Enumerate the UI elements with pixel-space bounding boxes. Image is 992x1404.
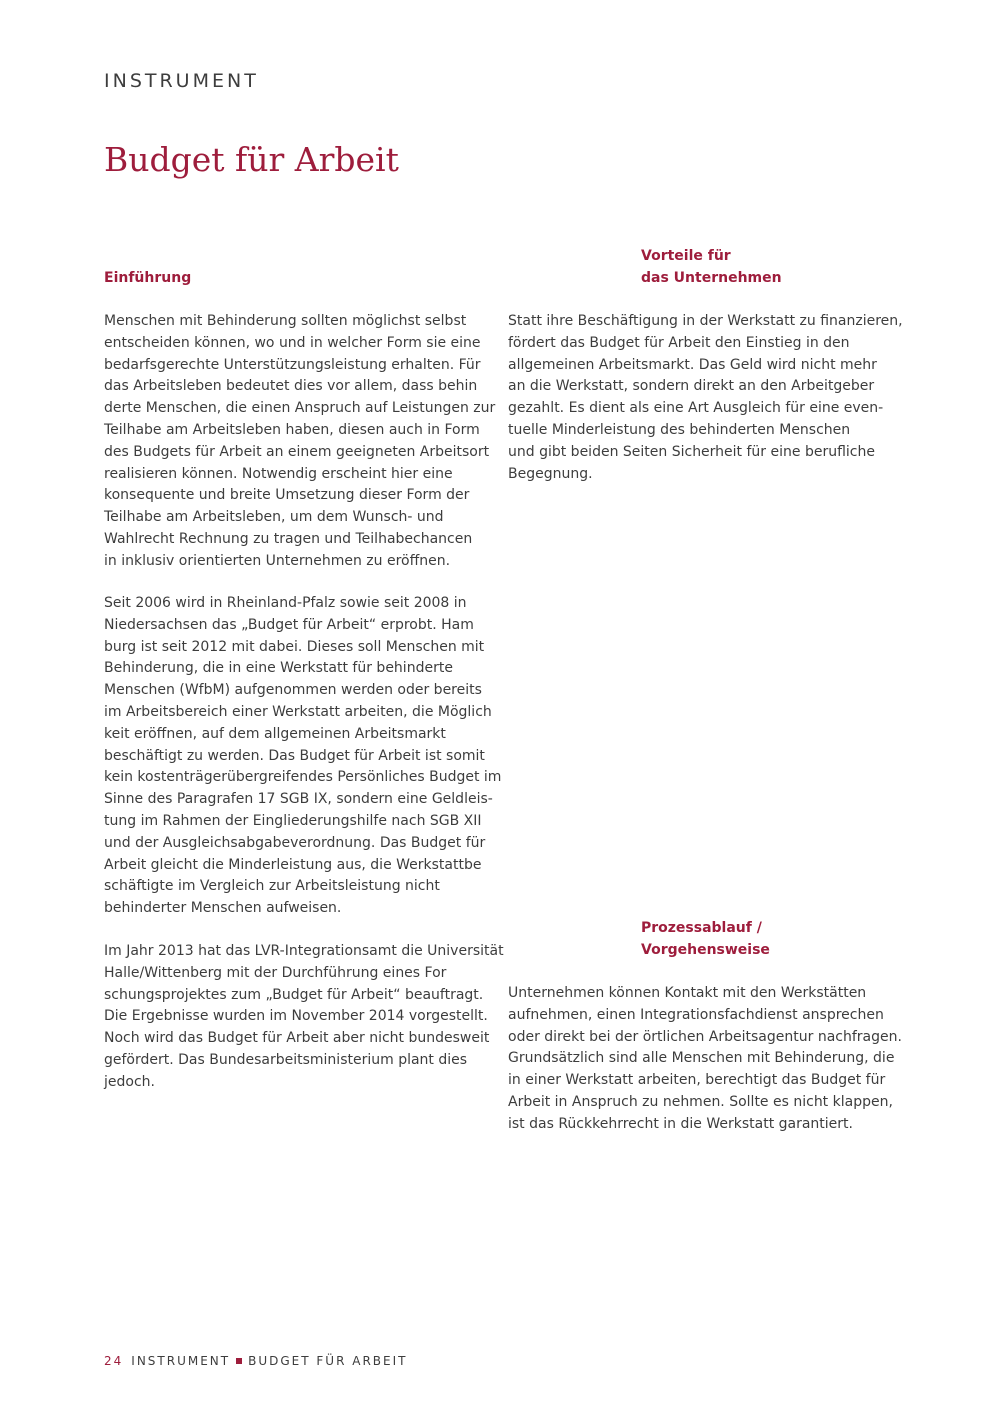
text-line: Menschen mit Behinderung sollten möglichst selbst [104, 313, 467, 329]
text-line: Grundsätzlich sind alle Menschen mit Behinderung, die [508, 1050, 895, 1067]
footer-topic: BUDGET FÜR ARBEIT [248, 1354, 408, 1368]
text-line: in inklusiv orientierten Unternehmen zu eröffnen. [104, 552, 451, 569]
text-line: Menschen (WfbM) aufgenommen werden oder bereits [104, 682, 482, 699]
text-line: burg ist seit 2012 mit dabei. Dieses soll Menschen mit [104, 638, 485, 655]
heading-einfuehrung: Einführung [104, 270, 192, 286]
text-line: Arbeit in Anspruch zu nehmen. Sollte es nicht klappen, [508, 1093, 893, 1110]
text-line: in einer Werkstatt arbeiten, berechtigt das Budget für [508, 1072, 886, 1089]
footer-section: INSTRUMENT [131, 1354, 231, 1368]
paragraph-prozess [508, 983, 902, 1136]
text-line: Halle/Wittenberg mit der Durchführung eines For [104, 964, 447, 981]
text-line: Unternehmen können Kontakt mit den Werkstätten [508, 985, 867, 1001]
text-line: behinderter Menschen aufweisen. [104, 900, 342, 917]
text-line: realisieren können. Notwendig erscheint hier eine [104, 465, 453, 482]
text-line: kein kostenträgerübergreifendes Persönliches Budget im [104, 769, 502, 786]
heading-vorteile-line-1: Vorteile für [641, 248, 731, 264]
text-line: des Budgets für Arbeit an einem geeigneten Arbeitsort [104, 443, 490, 460]
text-line: Teilhabe am Arbeitsleben, um dem Wunsch- und [104, 509, 444, 526]
section-kicker: INSTRUMENT [104, 70, 259, 92]
page-footer [104, 1354, 407, 1368]
text-line: entscheiden können, wo und in welcher Form sie eine [104, 334, 481, 351]
text-line: bedarfsgerechte Unterstützungsleistung erhalten. Für [104, 356, 481, 373]
heading-prozess-line-1: Prozessablauf / [641, 920, 762, 936]
text-line: Arbeit gleicht die Minderleistung aus, die Werkstattbe [104, 856, 482, 873]
text-line: schungsprojektes zum „Budget für Arbeit“ beauftragt. [104, 986, 484, 1003]
text-line: und gibt beiden Seiten Sicherheit für eine berufliche [508, 443, 875, 460]
text-line: allgemeinen Arbeitsmarkt. Das Geld wird nicht mehr [508, 356, 877, 373]
text-line: im Arbeitsbereich einer Werkstatt arbeiten, die Möglich [104, 703, 492, 720]
text-line: Niedersachsen das „Budget für Arbeit“ erprobt. Ham [104, 616, 474, 633]
text-line: konsequente und breite Umsetzung dieser Form der [104, 487, 470, 504]
text-line: keit eröffnen, auf dem allgemeinen Arbeitsmarkt [104, 725, 446, 742]
text-line: fördert das Budget für Arbeit den Einstieg in den [508, 334, 850, 351]
text-line: an die Werkstatt, sondern direkt an den Arbeitgeber [508, 378, 875, 395]
text-line: gefördert. Das Bundesarbeitsministerium plant dies [104, 1051, 468, 1068]
paragraph-einfuehrung-3 [104, 941, 504, 1094]
text-line: beschäftigt zu werden. Das Budget für Arbeit ist somit [104, 747, 485, 764]
page-title: Budget für Arbeit [104, 140, 399, 179]
text-line: das Arbeitsleben bedeutet dies vor allem, dass behin [104, 378, 478, 395]
text-line: Die Ergebnisse wurden im November 2014 vorgestellt. [104, 1008, 488, 1025]
text-line: Wahlrecht Rechnung zu tragen und Teilhabechancen [104, 530, 473, 547]
text-line: tuelle Minderleistung des behinderten Menschen [508, 421, 851, 438]
paragraph-einfuehrung-2 [104, 593, 501, 920]
text-line: gezahlt. Es dient als eine Art Ausgleich für eine even- [508, 400, 884, 417]
text-line: ist das Rückkehrrecht in die Werkstatt garantiert. [508, 1115, 853, 1132]
text-line: Seit 2006 wird in Rheinland-Pfalz sowie seit 2008 in [104, 595, 467, 611]
paragraph-einfuehrung-1 [104, 311, 495, 573]
page-number: 24 [104, 1354, 124, 1368]
text-line: tung im Rahmen der Eingliederungshilfe nach SGB XII [104, 812, 482, 829]
text-line: Im Jahr 2013 hat das LVR-Integrationsamt die Universität [104, 943, 504, 959]
paragraph-vorteile [508, 311, 903, 485]
text-line: derte Menschen, die einen Anspruch auf Leistungen zur [104, 400, 496, 417]
footer-square-bullet-icon [236, 1358, 242, 1364]
text-line: Begegnung. [508, 465, 593, 482]
heading-vorteile-line-2: das Unternehmen [641, 270, 782, 286]
text-line: Sinne des Paragrafen 17 SGB IX, sondern eine Geldleis- [104, 791, 493, 808]
heading-prozess-line-2: Vorgehensweise [641, 942, 770, 958]
text-line: schäftigte im Vergleich zur Arbeitsleistung nicht [104, 878, 440, 895]
heading-prozess [641, 917, 770, 961]
heading-vorteile [641, 245, 782, 289]
text-line: jedoch. [104, 1073, 155, 1090]
text-line: Behinderung, die in eine Werkstatt für behinderte [104, 660, 453, 677]
text-line: aufnehmen, einen Integrationsfachdienst ansprechen [508, 1006, 884, 1023]
text-line: Noch wird das Budget für Arbeit aber nicht bundesweit [104, 1030, 490, 1047]
text-line: Statt ihre Beschäftigung in der Werkstatt zu finanzieren, [508, 313, 903, 329]
text-line: Teilhabe am Arbeitsleben haben, diesen auch in Form [104, 421, 480, 438]
text-line: oder direkt bei der örtlichen Arbeitsagentur nachfragen. [508, 1028, 902, 1045]
text-line: und der Ausgleichsabgabeverordnung. Das Budget für [104, 834, 486, 851]
